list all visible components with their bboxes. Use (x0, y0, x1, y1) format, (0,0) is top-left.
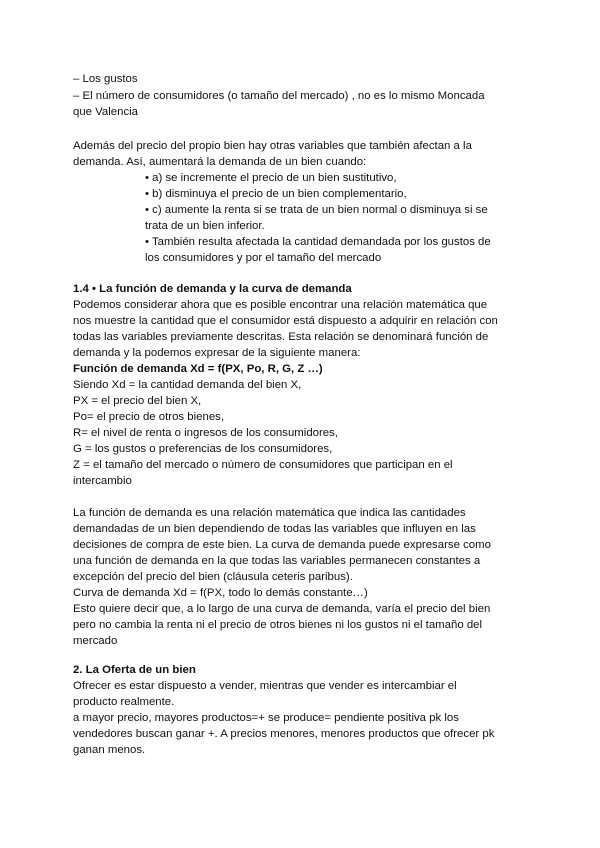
bullet-item: trata de un bien inferior. (145, 220, 265, 232)
text-line: a mayor precio, mayores productos=+ se produce= pendiente positiva pk los (73, 712, 459, 724)
bullet-item: • También resulta afectada la cantidad demandada por los gustos de (145, 236, 491, 248)
text-line: Siendo Xd = la cantidad demanda del bien X, (73, 379, 302, 391)
text-line: que Valencia (73, 106, 139, 118)
text-line: Po= el precio de otros bienes, (73, 411, 225, 423)
text-line: decisiones de compra de este bien. La curva de demanda puede expresarse como (73, 539, 491, 551)
text-line: – El número de consumidores (o tamaño del mercado) , no es lo mismo Moncada (73, 90, 485, 102)
bullet-item: • b) disminuya el precio de un bien complementario, (145, 188, 407, 200)
bullet-item: • a) se incremente el precio de un bien sustitutivo, (145, 172, 397, 184)
text-line: vendedores buscan ganar +. A precios menores, menores productos que ofrecer pk (73, 728, 495, 740)
formula-heading: Función de demanda Xd = f(PX, Po, R, G, Z …) (73, 363, 323, 375)
text-line: Esto quiere decir que, a lo largo de una curva de demanda, varía el precio del bien (73, 603, 491, 615)
text-line: Podemos considerar ahora que es posible encontrar una relación matemática que (73, 299, 488, 311)
text-line: intercambio (73, 475, 132, 487)
text-line: demandadas de un bien dependiendo de todas las variables que influyen en las (73, 523, 476, 535)
text-line: Ofrecer es estar dispuesto a vender, mientras que vender es intercambiar el (73, 680, 457, 692)
text-line: demanda. Así, aumentará la demanda de un bien cuando: (73, 156, 367, 168)
text-line: Z = el tamaño del mercado o número de consumidores que participan en el (73, 459, 453, 471)
text-line: Además del precio del propio bien hay otras variables que también afectan a la (73, 140, 472, 152)
text-line: nos muestre la cantidad que el consumidor está dispuesto a adquirir en relación con (73, 315, 498, 327)
text-line: PX = el precio del bien X, (73, 395, 202, 407)
text-line: demanda y la podemos expresar de la siguiente manera: (73, 347, 361, 359)
bullet-item: los consumidores y por el tamaño del mercado (145, 252, 382, 264)
text-line: producto realmente. (73, 696, 175, 708)
section-heading: 2. La Oferta de un bien (73, 664, 196, 676)
text-line: una función de demanda en la que todas las variables permanecen constantes a (73, 555, 481, 567)
text-line: Curva de demanda Xd = f(PX, todo lo demás constante…) (73, 587, 368, 599)
text-line: La función de demanda es una relación matemática que indica las cantidades (73, 507, 466, 519)
text-line: todas las variables previamente descritas. Esta relación se denominará función de (73, 331, 489, 343)
text-line: G = los gustos o preferencias de los consumidores, (73, 443, 333, 455)
text-line: ganan menos. (73, 744, 146, 756)
bullet-item: • c) aumente la renta si se trata de un bien normal o disminuya si se (145, 204, 488, 216)
text-line: R= el nivel de renta o ingresos de los consumidores, (73, 427, 338, 439)
text-line: excepción del precio del bien (cláusula ceteris paribus). (73, 571, 353, 583)
text-line: – Los gustos (73, 73, 138, 85)
text-line: mercado (73, 635, 118, 647)
section-heading: 1.4 • La función de demanda y la curva de demanda (73, 283, 352, 295)
text-line: pero no cambia la renta ni el precio de otros bienes ni los gustos ni el tamaño del (73, 619, 483, 631)
